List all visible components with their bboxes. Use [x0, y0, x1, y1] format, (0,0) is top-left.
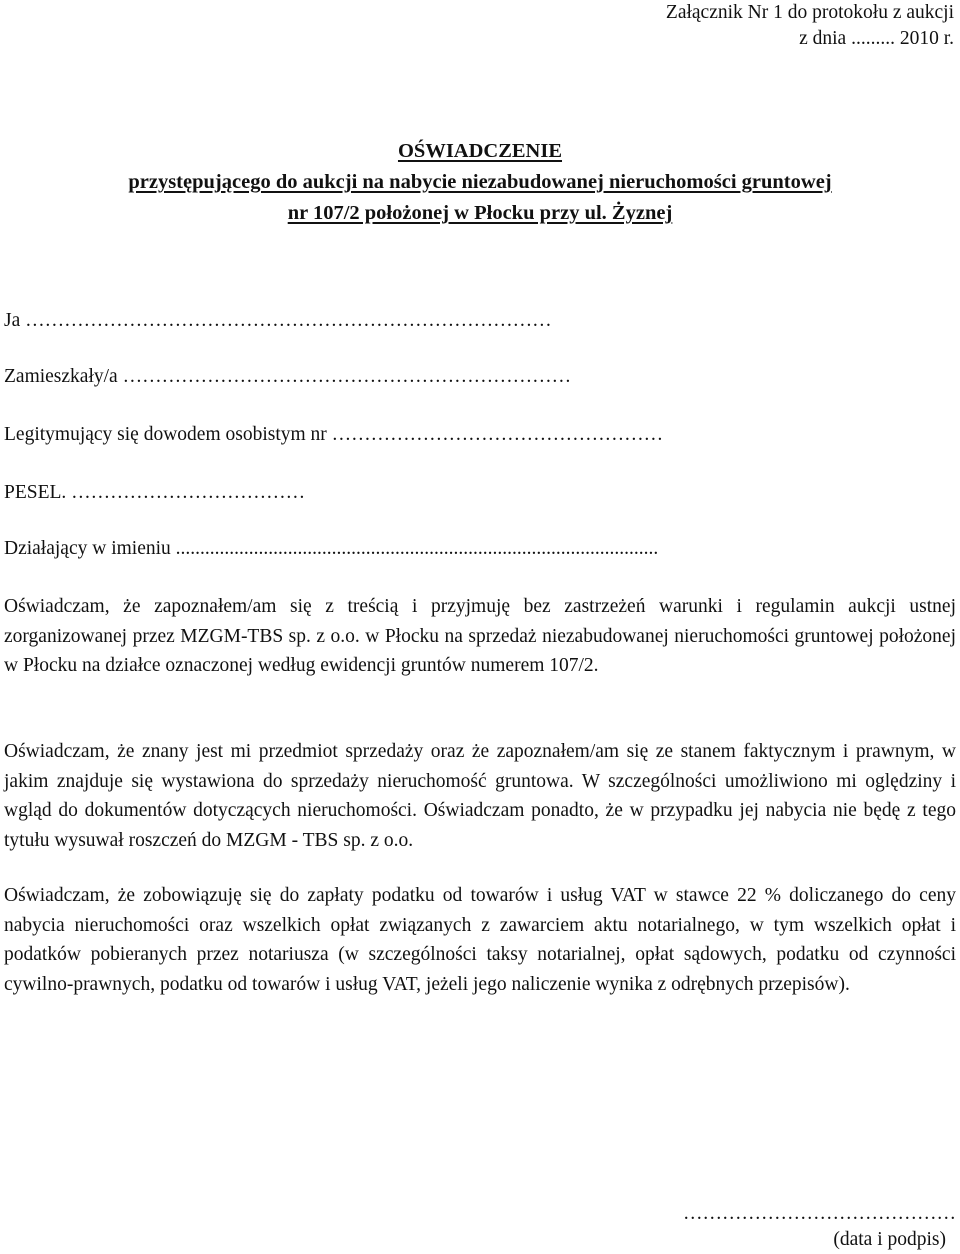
- annex-header: [666, 0, 954, 52]
- title-line-2: przystępującego do aukcji na nabycie niezabudowanej nieruchomości gruntowej: [128, 171, 832, 193]
- statement-paragraph-3: Oświadczam, że zobowiązuję się do zapłaty podatku od towarów i usług VAT w stawce 22 % doliczanego do ceny nabycia nieruchomości oraz wszelkich opłat związanych z zawarciem aktu notarialnego, w tym wszelkich opłat i podatków pobieranych przez notariusza (w szczególności taksy notarialnej, opłat sądowych, podatku od czynności cywilno-prawnych, podatku od towarów i usług VAT, jeżeli jego naliczenie wynika z odrębnych przepisów).: [4, 885, 956, 995]
- field-name: Ja ………………………………………………………………………: [4, 310, 552, 331]
- field-acting-on-behalf: Działający w imieniu ...................................................................................................: [4, 538, 659, 559]
- signature-line: ……………………………………: [683, 1203, 956, 1224]
- signature-caption: (data i podpis): [833, 1229, 946, 1250]
- title-heading: OŚWIADCZENIE: [397, 140, 563, 162]
- document-title: [0, 136, 960, 229]
- title-line-3: nr 107/2 położonej w Płocku przy ul. Żyznej: [287, 202, 673, 224]
- field-pesel: PESEL. ………………………………: [4, 482, 306, 503]
- annex-line-2: z dnia ......... 2010 r.: [799, 28, 954, 49]
- statement-paragraph-2: Oświadczam, że znany jest mi przedmiot sprzedaży oraz że zapoznałem/am się ze stanem faktycznym i prawnym, w jakim znajduje się wystawiona do sprzedaży nieruchomość gruntowa. W szczególności umożliwiono mi oględziny i wgląd do dokumentów dotyczących nieruchomości. Oświadczam ponadto, że w przypadku jej nabycia nie będę z tego tytułu wysuwał roszczeń do MZGM - TBS sp. z o.o.: [4, 741, 956, 851]
- field-address: Zamieszkały/a ……………………………………………………………: [4, 366, 572, 387]
- field-id-document: Legitymujący się dowodem osobistym nr ……………………………………………: [4, 424, 664, 445]
- annex-line-1: Załącznik Nr 1 do protokołu z aukcji: [665, 2, 954, 23]
- statement-paragraph-1: Oświadczam, że zapoznałem/am się z treścią i przyjmuję bez zastrzeżeń warunki i regulamin aukcji ustnej zorganizowanej przez MZGM-TBS sp. z o.o. w Płocku na sprzedaż niezabudowanej nieruchomości gruntowej położonej w Płocku na działce oznaczonej według ewidencji gruntów numerem 107/2.: [4, 596, 956, 676]
- signature-block: [536, 1204, 956, 1254]
